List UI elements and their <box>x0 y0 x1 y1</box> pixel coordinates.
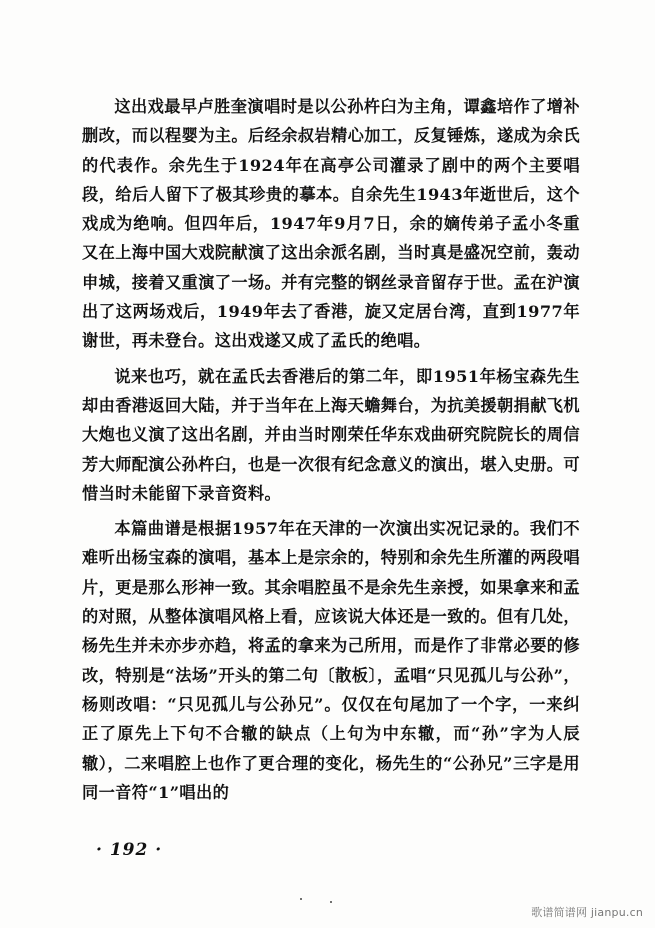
site-watermark: 歌谱简谱网 jianpu.cn <box>531 906 643 919</box>
scan-speck <box>330 901 332 903</box>
scan-speck <box>300 898 302 900</box>
page-number: · 192 · <box>96 840 163 860</box>
paragraph-2: 说来也巧，就在孟氏去香港后的第二年，即1951年杨宝森先生却由香港返回大陆，并于当年在上海天蟾舞台，为抗美援朝捐献飞机大炮也义演了这出名剧，并由当时刚荣任华东戏曲研究院院长的周信芳大师配演公孙杵臼，也是一次很有纪念意义的演出，堪入史册。可惜当时未能留下录音资料。 <box>82 366 580 503</box>
body-text <box>82 92 580 813</box>
paragraph-1: 这出戏最早卢胜奎演唱时是以公孙杵臼为主角，谭鑫培作了增补删改，而以程婴为主。后经余叔岩精心加工，反复锤炼，遂成为余氏的代表作。余先生于1924年在高亭公司灌录了剧中的两个主要唱段，给后人留下了极其珍贵的摹本。自余先生1943年逝世后，这个戏成为绝响。但四年后，1947年9月7日，余的嫡传弟子孟小冬重又在上海中国大戏院献演了这出余派名剧，当时真是盛况空前，轰动申城，接着又重演了一场。并有完整的钢丝录音留存于世。孟在沪演出了这两场戏后，1949年去了香港，旋又定居台湾，直到1977年谢世，再未登台。这出戏遂又成了孟氏的绝唱。 <box>82 97 580 351</box>
paragraph-3: 本篇曲谱是根据1957年在天津的一次演出实况记录的。我们不难听出杨宝森的演唱，基本上是宗余的，特别和余先生所灌的两段唱片，更是那么形神一致。其余唱腔虽不是余先生亲授，如果拿来和孟的对照，从整体演唱风格上看，应该说大体还是一致的。但有几处，杨先生并未亦步亦趋，将孟的拿来为己所用，而是作了非常必要的修改，特别是“法场”开头的第二句〔散板〕，孟唱“只见孤儿与公孙”，杨则改唱：“只见孤儿与公孙兄”。仅仅在句尾加了一个字，一来纠正了原先上下句不合辙的缺点（上句为中东辙，而“孙”字为人辰辙），二来唱腔上也作了更合理的变化，杨先生的“公孙兄”三字是用同一音符“1”唱出的 <box>82 519 580 802</box>
